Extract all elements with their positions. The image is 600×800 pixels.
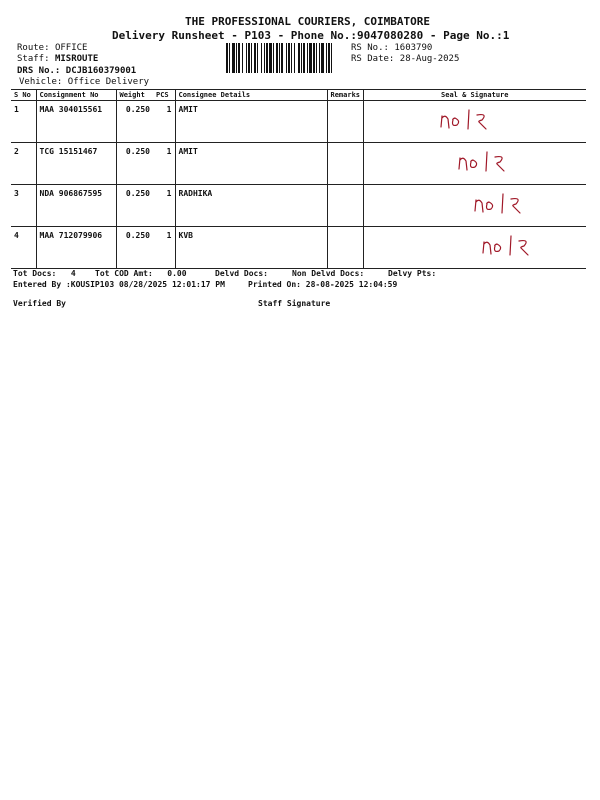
cell-remarks [327, 185, 363, 227]
cell-sno: 2 [11, 143, 36, 185]
cell-consignment: NDA 906867595 [36, 185, 116, 227]
table-row [11, 143, 586, 185]
delvy-pts-label: Delvy Pts: [388, 269, 437, 278]
non-delvd-docs-label: Non Delvd Docs: [292, 269, 365, 278]
cell-consignment: TCG 15151467 [36, 143, 116, 185]
handwritten-signature-icon [437, 107, 507, 133]
cell-sno: 4 [11, 227, 36, 269]
table-row [11, 101, 586, 143]
staff-signature: Staff Signature [258, 299, 331, 308]
drs-line: DRS No.: DCJB160379001 [17, 66, 137, 76]
cell-remarks [327, 143, 363, 185]
cell-consignment: MAA 304015561 [36, 101, 116, 143]
col-sno: S No [11, 90, 36, 101]
col-remarks: Remarks [327, 90, 363, 101]
staff-line: Staff: MISROUTE [17, 54, 99, 64]
cell-consignee: AMIT [175, 143, 327, 185]
runsheet-table [11, 89, 586, 269]
tot-cod: Tot COD Amt: 0.00 [95, 269, 187, 278]
tot-docs-value: 4 [70, 269, 76, 278]
cell-remarks [327, 227, 363, 269]
cell-consignee: AMIT [175, 101, 327, 143]
verified-by: Verified By [13, 299, 66, 308]
route-value: OFFICE [54, 43, 88, 53]
rs-date-value: 28-Aug-2025 [399, 54, 460, 64]
col-consignee: Consignee Details [175, 90, 327, 101]
route-line: Route: OFFICE [17, 43, 88, 53]
cell-remarks [327, 101, 363, 143]
tot-cod-value: 0.00 [167, 269, 187, 278]
cell-signature [363, 143, 586, 185]
staff-value: MISROUTE [54, 54, 99, 64]
cell-signature [363, 185, 586, 227]
drs-value: DCJB160379001 [65, 66, 137, 76]
company-title: THE PROFESSIONAL COURIERS, COIMBATORE [185, 15, 431, 28]
cell-consignee: KVB [175, 227, 327, 269]
cell-weight: 0.250 [116, 101, 153, 143]
table-row [11, 227, 586, 269]
col-weight: Weight [116, 90, 153, 101]
cell-sno: 3 [11, 185, 36, 227]
col-consignment: Consignment No [36, 90, 116, 101]
printed-on: Printed On: 28-08-2025 12:04:59 [248, 280, 398, 289]
vehicle-line: Vehicle: Office Delivery [19, 77, 150, 87]
cell-weight: 0.250 [116, 185, 153, 227]
entered-by: Entered By :KOUSIP103 08/28/2025 12:01:17 PM [13, 280, 225, 289]
vehicle-value: Office Delivery [67, 77, 150, 87]
cell-pcs: 1 [153, 227, 175, 269]
handwritten-signature-icon [455, 149, 525, 175]
cell-signature [363, 227, 586, 269]
col-pcs: PCS [153, 90, 175, 101]
tot-docs: Tot Docs: 4 [13, 269, 76, 278]
cell-pcs: 1 [153, 143, 175, 185]
rs-date-line: RS Date: 28-Aug-2025 [351, 54, 460, 64]
cell-pcs: 1 [153, 185, 175, 227]
rs-no-value: 1603790 [394, 43, 433, 53]
delvd-docs-label: Delvd Docs: [215, 269, 268, 278]
cell-sno: 1 [11, 101, 36, 143]
handwritten-signature-icon [479, 233, 549, 259]
table-header-row [11, 90, 586, 101]
barcode-icon [226, 43, 349, 73]
cell-pcs: 1 [153, 101, 175, 143]
table-row [11, 185, 586, 227]
cell-weight: 0.250 [116, 143, 153, 185]
runsheet-subtitle: Delivery Runsheet - P103 - Phone No.:9047080280 - Page No.:1 [112, 29, 510, 42]
cell-weight: 0.250 [116, 227, 153, 269]
handwritten-signature-icon [471, 191, 541, 217]
rs-no-line: RS No.: 1603790 [351, 43, 433, 53]
col-seal-signature: Seal & Signature [363, 90, 586, 101]
cell-consignment: MAA 712079906 [36, 227, 116, 269]
cell-signature [363, 101, 586, 143]
cell-consignee: RADHIKA [175, 185, 327, 227]
